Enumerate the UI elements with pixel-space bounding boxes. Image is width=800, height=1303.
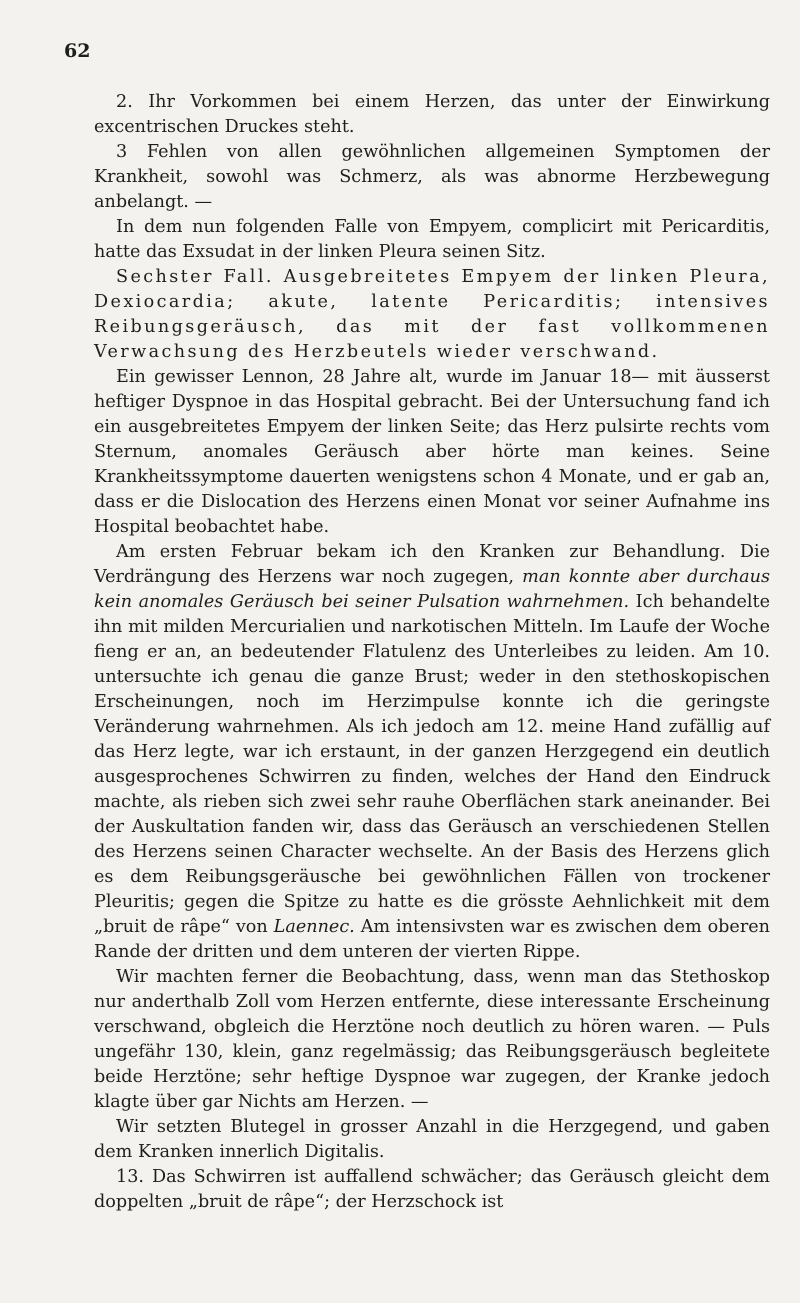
p6-text-c: Am intensivsten war es zwischen dem oberen Rande der dritten und dem unteren der vierten Rippe.	[94, 917, 770, 962]
paragraph-3: In dem nun folgenden Falle von Empyem, complicirt mit Pericarditis, hatte das Exsudat in der linken Pleura seinen Sitz.	[94, 217, 770, 262]
page-number: 62	[64, 40, 91, 62]
paragraph-9: 13. Das Schwirren ist auffallend schwächer; das Geräusch gleicht dem doppelten „bruit de râpe“; der Herzschock ist	[94, 1167, 770, 1212]
paragraph-1: 2. Ihr Vorkommen bei einem Herzen, das unter der Einwirkung excentrischen Druckes steht.	[94, 92, 770, 137]
page-text	[94, 90, 770, 1215]
p6-text-b: Ich behandelte ihn mit milden Mercurialien und narkotischen Mitteln. Im Laufe der Woche fieng er an, an bedeutender Flatulenz des Unterleibes zu leiden. Am 10. untersuchte ich genau die ganze Brust; weder in den stethoskopischen Erscheinungen, noch im Herzimpulse konnte ich die geringste Veränderung wahrnehmen. Als ich jedoch am 12. meine Hand zufällig auf das Herz legte, war ich erstaunt, in der ganzen Herzgegend ein deutlich ausgesprochenes Schwirren zu finden, welches der Hand den Eindruck machte, als rieben sich zwei sehr rauhe Oberflächen stark aneinander. Bei der Auskultation fanden wir, dass das Geräusch an verschiedenen Stellen des Herzens seinen Character wechselte. An der Basis des Herzens glich es dem Reibungsgeräusche bei gewöhnlichen Fällen von trockener Pleuritis; gegen die Spitze zu hatte es die grösste Aehnlichkeit mit dem „bruit de râpe“ von	[94, 592, 770, 937]
p6-italic-observation: man konnte aber durchaus kein anomales Geräusch bei seiner Pulsation wahrnehmen.	[94, 567, 770, 612]
paragraph-8: Wir setzten Blutegel in grosser Anzahl in die Herzgegend, und gaben dem Kranken innerlich Digitalis.	[94, 1117, 770, 1162]
case-heading: Sechster Fall. Ausgebreitetes Empyem der linken Pleura, Dexiocardia; akute, latente Pericarditis; intensives Reibungsgeräusch, das mit der fast vollkommenen Verwachsung des Herzbeutels wieder verschwand.	[94, 267, 770, 362]
paragraph-6	[94, 540, 770, 965]
paragraph-2: 3 Fehlen von allen gewöhnlichen allgemeinen Symptomen der Krankheit, sowohl was Schmerz, als was abnorme Herzbewegung anbelangt. —	[94, 142, 770, 212]
paragraph-7: Wir machten ferner die Beobachtung, dass, wenn man das Stethoskop nur anderthalb Zoll vom Herzen entfernte, diese interessante Erscheinung verschwand, obgleich die Herztöne noch deutlich zu hören waren. — Puls ungefähr 130, klein, ganz regelmässig; das Reibungsgeräusch begleitete beide Herztöne; sehr heftige Dyspnoe war zugegen, der Kranke jedoch klagte über gar Nichts am Herzen. —	[94, 967, 770, 1112]
p6-italic-name: Laennec.	[273, 917, 355, 937]
paragraph-5: Ein gewisser Lennon, 28 Jahre alt, wurde im Januar 18— mit äusserst heftiger Dyspnoe in das Hospital gebracht. Bei der Untersuchung fand ich ein ausgebreitetes Empyem der linken Seite; das Herz pulsirte rechts vom Sternum, anomales Geräusch aber hörte man keines. Seine Krankheitssymptome dauerten wenigstens schon 4 Monate, und er gab an, dass er die Dislocation des Herzens einen Monat vor seiner Aufnahme ins Hospital beobachtet habe.	[94, 367, 770, 537]
p6-text-a: Am ersten Februar bekam ich den Kranken zur Behandlung. Die Verdrängung des Herzens war noch zugegen,	[94, 542, 770, 587]
